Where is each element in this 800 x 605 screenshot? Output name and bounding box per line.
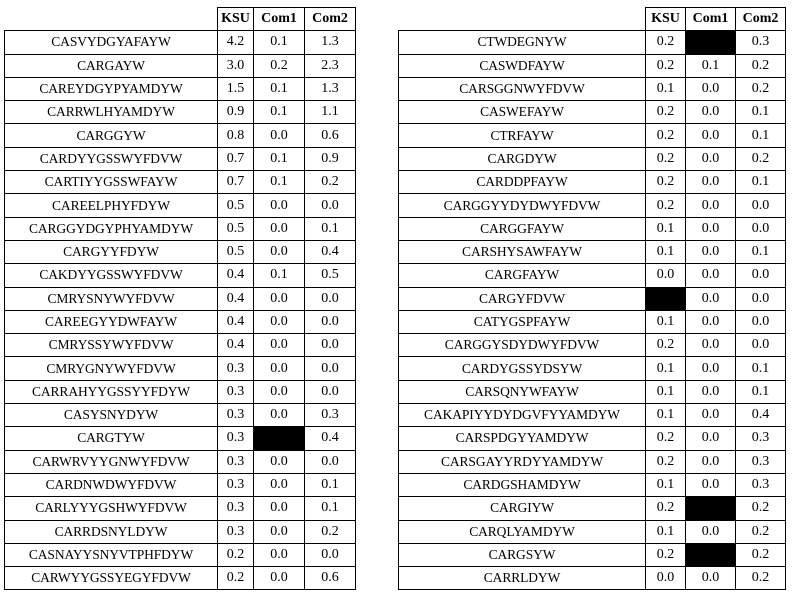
ksu-cell: 0.8 <box>218 124 254 147</box>
com2-cell: 0.2 <box>736 147 786 170</box>
com1-cell: 0.0 <box>254 217 305 240</box>
table-row <box>5 147 356 170</box>
com2-cell: 0.0 <box>736 194 786 217</box>
com1-cell: 0.0 <box>254 380 305 403</box>
sequence-cell: CARSGGNWYFDVW <box>399 77 646 100</box>
sequence-cell: CARGFAYW <box>399 264 646 287</box>
table-row <box>5 520 356 543</box>
com2-cell: 0.0 <box>305 334 356 357</box>
ksu-cell: 0.4 <box>218 334 254 357</box>
table-row <box>399 473 786 496</box>
sequence-cell: CARGYFDVW <box>399 287 646 310</box>
sequence-cell: CARDDPFAYW <box>399 171 646 194</box>
com1-cell: 0.0 <box>254 334 305 357</box>
com2-cell: 0.2 <box>305 171 356 194</box>
ksu-cell: 0.2 <box>646 124 686 147</box>
redacted-cell <box>686 31 736 54</box>
table-row <box>5 497 356 520</box>
ksu-cell: 0.3 <box>218 497 254 520</box>
ksu-cell: 0.1 <box>646 357 686 380</box>
sequence-cell: CARLYYYGSHWYFDVW <box>5 497 218 520</box>
sequence-cell: CAKDYYGSSWYFDVW <box>5 264 218 287</box>
table-row <box>5 194 356 217</box>
com1-cell: 0.0 <box>686 310 736 333</box>
table-row <box>5 217 356 240</box>
com2-cell: 1.3 <box>305 77 356 100</box>
com2-cell: 0.0 <box>736 264 786 287</box>
sequence-cell: CARGGYYDYDWYFDVW <box>399 194 646 217</box>
ksu-cell: 0.1 <box>646 520 686 543</box>
table-row <box>5 124 356 147</box>
com1-cell: 0.0 <box>686 171 736 194</box>
table-row <box>399 310 786 333</box>
sequence-cell: CARRWLHYAMDYW <box>5 101 218 124</box>
header-row <box>5 8 356 31</box>
com1-cell: 0.0 <box>254 194 305 217</box>
table-row <box>399 77 786 100</box>
ksu-cell: 0.5 <box>218 240 254 263</box>
com1-cell: 0.0 <box>686 264 736 287</box>
sequence-cell: CARQLYAMDYW <box>399 520 646 543</box>
com1-cell: 0.0 <box>254 287 305 310</box>
table-row <box>399 497 786 520</box>
left-table <box>4 7 356 590</box>
com1-cell: 0.0 <box>686 194 736 217</box>
table-row <box>399 520 786 543</box>
com1-cell: 0.0 <box>254 357 305 380</box>
sequence-cell: CARRAHYYGSSYYFDYW <box>5 380 218 403</box>
com2-cell: 0.1 <box>736 357 786 380</box>
table-row <box>5 54 356 77</box>
com1-cell: 0.0 <box>686 567 736 590</box>
ksu-cell: 0.2 <box>646 31 686 54</box>
ksu-cell: 0.1 <box>646 77 686 100</box>
com1-cell: 0.0 <box>254 450 305 473</box>
com2-cell: 0.6 <box>305 124 356 147</box>
com1-cell: 0.1 <box>254 101 305 124</box>
redacted-cell <box>686 543 736 566</box>
com1-cell: 0.0 <box>254 497 305 520</box>
sequence-cell: CARSHYSAWFAYW <box>399 240 646 263</box>
ksu-cell: 0.3 <box>218 450 254 473</box>
table-row <box>399 380 786 403</box>
ksu-cell: 0.2 <box>218 567 254 590</box>
com1-cell: 0.0 <box>686 380 736 403</box>
ksu-cell: 0.1 <box>646 217 686 240</box>
com2-cell: 0.3 <box>736 427 786 450</box>
com2-cell: 0.3 <box>736 31 786 54</box>
com1-cell: 0.0 <box>686 404 736 427</box>
com1-cell: 0.1 <box>686 54 736 77</box>
redacted-cell <box>646 287 686 310</box>
com2-cell: 0.2 <box>736 497 786 520</box>
com2-cell: 1.1 <box>305 101 356 124</box>
com1-cell: 0.0 <box>254 543 305 566</box>
com2-cell: 0.2 <box>736 520 786 543</box>
com2-cell: 0.1 <box>305 473 356 496</box>
sequence-cell: CARRLDYW <box>399 567 646 590</box>
sequence-cell: CTRFAYW <box>399 124 646 147</box>
table-row <box>5 171 356 194</box>
com2-cell: 0.0 <box>736 310 786 333</box>
sequence-cell: CASWEFAYW <box>399 101 646 124</box>
table-row <box>399 31 786 54</box>
com2-cell: 0.3 <box>305 404 356 427</box>
sequence-cell: CAKAPIYYDYDGVFYYAMDYW <box>399 404 646 427</box>
header-com2: Com2 <box>305 8 356 31</box>
com1-cell: 0.1 <box>254 171 305 194</box>
com1-cell: 0.0 <box>686 520 736 543</box>
com1-cell: 0.0 <box>254 520 305 543</box>
table-row <box>399 101 786 124</box>
ksu-cell: 0.2 <box>646 194 686 217</box>
ksu-cell: 0.2 <box>646 101 686 124</box>
table-row <box>399 240 786 263</box>
com2-cell: 0.3 <box>736 473 786 496</box>
redacted-cell <box>686 497 736 520</box>
sequence-cell: CARGYYFDYW <box>5 240 218 263</box>
sequence-cell: CARGIYW <box>399 497 646 520</box>
table-row <box>399 171 786 194</box>
com2-cell: 0.4 <box>305 427 356 450</box>
ksu-cell: 0.1 <box>646 380 686 403</box>
ksu-cell: 3.0 <box>218 54 254 77</box>
com2-cell: 0.2 <box>736 77 786 100</box>
com2-cell: 0.1 <box>736 124 786 147</box>
com1-cell: 0.0 <box>686 287 736 310</box>
ksu-cell: 0.3 <box>218 380 254 403</box>
table-row <box>399 450 786 473</box>
com1-cell: 0.0 <box>254 473 305 496</box>
sequence-cell: CARGAYW <box>5 54 218 77</box>
ksu-cell: 0.3 <box>218 520 254 543</box>
table-row <box>5 287 356 310</box>
sequence-cell: CARGGYSDYDWYFDVW <box>399 334 646 357</box>
sequence-cell: CTWDEGNYW <box>399 31 646 54</box>
sequence-cell: CMRYSNYWYFDVW <box>5 287 218 310</box>
com2-cell: 0.9 <box>305 147 356 170</box>
header-blank <box>399 8 646 31</box>
table-row <box>399 264 786 287</box>
com1-cell: 0.0 <box>686 357 736 380</box>
table-row <box>5 334 356 357</box>
sequence-cell: CARRDSNYLDYW <box>5 520 218 543</box>
com1-cell: 0.0 <box>686 240 736 263</box>
header-com1: Com1 <box>254 8 305 31</box>
ksu-cell: 0.2 <box>646 497 686 520</box>
com2-cell: 2.3 <box>305 54 356 77</box>
table-row <box>5 473 356 496</box>
ksu-cell: 0.9 <box>218 101 254 124</box>
com1-cell: 0.0 <box>254 124 305 147</box>
sequence-cell: CARDYGSSYDSYW <box>399 357 646 380</box>
com2-cell: 0.2 <box>736 54 786 77</box>
ksu-cell: 0.3 <box>218 357 254 380</box>
com1-cell: 0.0 <box>686 101 736 124</box>
sequence-cell: CASYSNYDYW <box>5 404 218 427</box>
com2-cell: 0.2 <box>736 543 786 566</box>
ksu-cell: 0.0 <box>646 264 686 287</box>
com2-cell: 0.5 <box>305 264 356 287</box>
table-row <box>399 427 786 450</box>
table-row <box>5 310 356 333</box>
ksu-cell: 0.3 <box>218 473 254 496</box>
right-table <box>398 7 786 590</box>
sequence-cell: CARSQNYWFAYW <box>399 380 646 403</box>
com2-cell: 0.0 <box>305 287 356 310</box>
ksu-cell: 0.1 <box>646 310 686 333</box>
com1-cell: 0.0 <box>254 567 305 590</box>
com2-cell: 0.4 <box>305 240 356 263</box>
sequence-cell: CARGGYW <box>5 124 218 147</box>
sequence-cell: CARTIYYGSSWFAYW <box>5 171 218 194</box>
com1-cell: 0.2 <box>254 54 305 77</box>
ksu-cell: 0.2 <box>646 450 686 473</box>
com2-cell: 0.1 <box>305 217 356 240</box>
ksu-cell: 4.2 <box>218 31 254 54</box>
redacted-cell <box>254 427 305 450</box>
header-com2: Com2 <box>736 8 786 31</box>
sequence-cell: CARDGSHAMDYW <box>399 473 646 496</box>
com2-cell: 0.6 <box>305 567 356 590</box>
com1-cell: 0.0 <box>254 240 305 263</box>
ksu-cell: 0.0 <box>646 567 686 590</box>
table-row <box>399 54 786 77</box>
table-row <box>399 287 786 310</box>
table-row <box>399 357 786 380</box>
table-row <box>5 404 356 427</box>
com2-cell: 0.1 <box>736 101 786 124</box>
com1-cell: 0.1 <box>254 31 305 54</box>
com2-cell: 0.0 <box>305 380 356 403</box>
table-row <box>5 427 356 450</box>
sequence-cell: CAREYDGYPYAMDYW <box>5 77 218 100</box>
com2-cell: 0.0 <box>736 217 786 240</box>
table-row <box>399 567 786 590</box>
ksu-cell: 0.3 <box>218 427 254 450</box>
ksu-cell: 0.4 <box>218 310 254 333</box>
sequence-cell: CARGGYDGYPHYAMDYW <box>5 217 218 240</box>
ksu-cell: 0.2 <box>646 54 686 77</box>
sequence-cell: CATYGSPFAYW <box>399 310 646 333</box>
sequence-cell: CARGDYW <box>399 147 646 170</box>
com2-cell: 0.1 <box>736 171 786 194</box>
com2-cell: 0.0 <box>305 310 356 333</box>
table-row <box>399 404 786 427</box>
table-row <box>5 450 356 473</box>
header-com1: Com1 <box>686 8 736 31</box>
sequence-cell: CARDYYGSSWYFDVW <box>5 147 218 170</box>
table-row <box>5 101 356 124</box>
com2-cell: 0.0 <box>736 287 786 310</box>
ksu-cell: 0.7 <box>218 171 254 194</box>
table-row <box>399 194 786 217</box>
ksu-cell: 1.5 <box>218 77 254 100</box>
sequence-cell: CASWDFAYW <box>399 54 646 77</box>
sequence-cell: CARGTYW <box>5 427 218 450</box>
header-blank <box>5 8 218 31</box>
sequence-cell: CARWRVYYGNWYFDVW <box>5 450 218 473</box>
sequence-cell: CMRYGNYWYFDVW <box>5 357 218 380</box>
ksu-cell: 0.3 <box>218 404 254 427</box>
com2-cell: 0.0 <box>305 194 356 217</box>
ksu-cell: 0.5 <box>218 194 254 217</box>
com2-cell: 0.0 <box>305 357 356 380</box>
table-row <box>399 217 786 240</box>
ksu-cell: 0.5 <box>218 217 254 240</box>
header-ksu: KSU <box>218 8 254 31</box>
com1-cell: 0.0 <box>686 334 736 357</box>
com2-cell: 0.2 <box>736 567 786 590</box>
sequence-cell: CARGGFAYW <box>399 217 646 240</box>
table-row <box>399 124 786 147</box>
ksu-cell: 0.2 <box>218 543 254 566</box>
sequence-cell: CARDNWDWYFDVW <box>5 473 218 496</box>
table-row <box>399 334 786 357</box>
com2-cell: 0.2 <box>305 520 356 543</box>
table-row <box>5 357 356 380</box>
com1-cell: 0.0 <box>686 124 736 147</box>
ksu-cell: 0.1 <box>646 404 686 427</box>
ksu-cell: 0.2 <box>646 147 686 170</box>
ksu-cell: 0.2 <box>646 171 686 194</box>
com2-cell: 0.0 <box>736 334 786 357</box>
ksu-cell: 0.1 <box>646 240 686 263</box>
sequence-cell: CARGSYW <box>399 543 646 566</box>
com1-cell: 0.0 <box>686 147 736 170</box>
sequence-cell: CASVYDGYAFAYW <box>5 31 218 54</box>
com1-cell: 0.1 <box>254 264 305 287</box>
com1-cell: 0.0 <box>686 450 736 473</box>
table-row <box>5 264 356 287</box>
header-ksu: KSU <box>646 8 686 31</box>
sequence-cell: CAREEGYYDWFAYW <box>5 310 218 333</box>
com2-cell: 0.1 <box>736 240 786 263</box>
ksu-cell: 0.2 <box>646 334 686 357</box>
ksu-cell: 0.2 <box>646 427 686 450</box>
table-row <box>5 543 356 566</box>
sequence-cell: CARSPDGYYAMDYW <box>399 427 646 450</box>
com1-cell: 0.0 <box>686 77 736 100</box>
table-row <box>399 147 786 170</box>
ksu-cell: 0.7 <box>218 147 254 170</box>
com2-cell: 0.4 <box>736 404 786 427</box>
table-row <box>5 77 356 100</box>
ksu-cell: 0.4 <box>218 264 254 287</box>
com1-cell: 0.0 <box>254 404 305 427</box>
com1-cell: 0.0 <box>686 217 736 240</box>
com1-cell: 0.1 <box>254 77 305 100</box>
header-row <box>399 8 786 31</box>
com2-cell: 0.0 <box>305 450 356 473</box>
com2-cell: 0.1 <box>736 380 786 403</box>
sequence-cell: CARWYYGSSYEGYFDVW <box>5 567 218 590</box>
com1-cell: 0.0 <box>686 427 736 450</box>
table-row <box>5 31 356 54</box>
table-row <box>5 567 356 590</box>
table-row <box>5 380 356 403</box>
table-row <box>5 240 356 263</box>
com2-cell: 0.0 <box>305 543 356 566</box>
com1-cell: 0.0 <box>254 310 305 333</box>
sequence-cell: CAREELPHYFDYW <box>5 194 218 217</box>
ksu-cell: 0.4 <box>218 287 254 310</box>
com2-cell: 0.1 <box>305 497 356 520</box>
com2-cell: 1.3 <box>305 31 356 54</box>
table-row <box>399 543 786 566</box>
com1-cell: 0.1 <box>254 147 305 170</box>
sequence-cell: CASNAYYSNYVTPHFDYW <box>5 543 218 566</box>
ksu-cell: 0.1 <box>646 473 686 496</box>
com1-cell: 0.0 <box>686 473 736 496</box>
sequence-cell: CARSGAYYRDYYAMDYW <box>399 450 646 473</box>
sequence-cell: CMRYSSYWYFDVW <box>5 334 218 357</box>
com2-cell: 0.3 <box>736 450 786 473</box>
ksu-cell: 0.2 <box>646 543 686 566</box>
